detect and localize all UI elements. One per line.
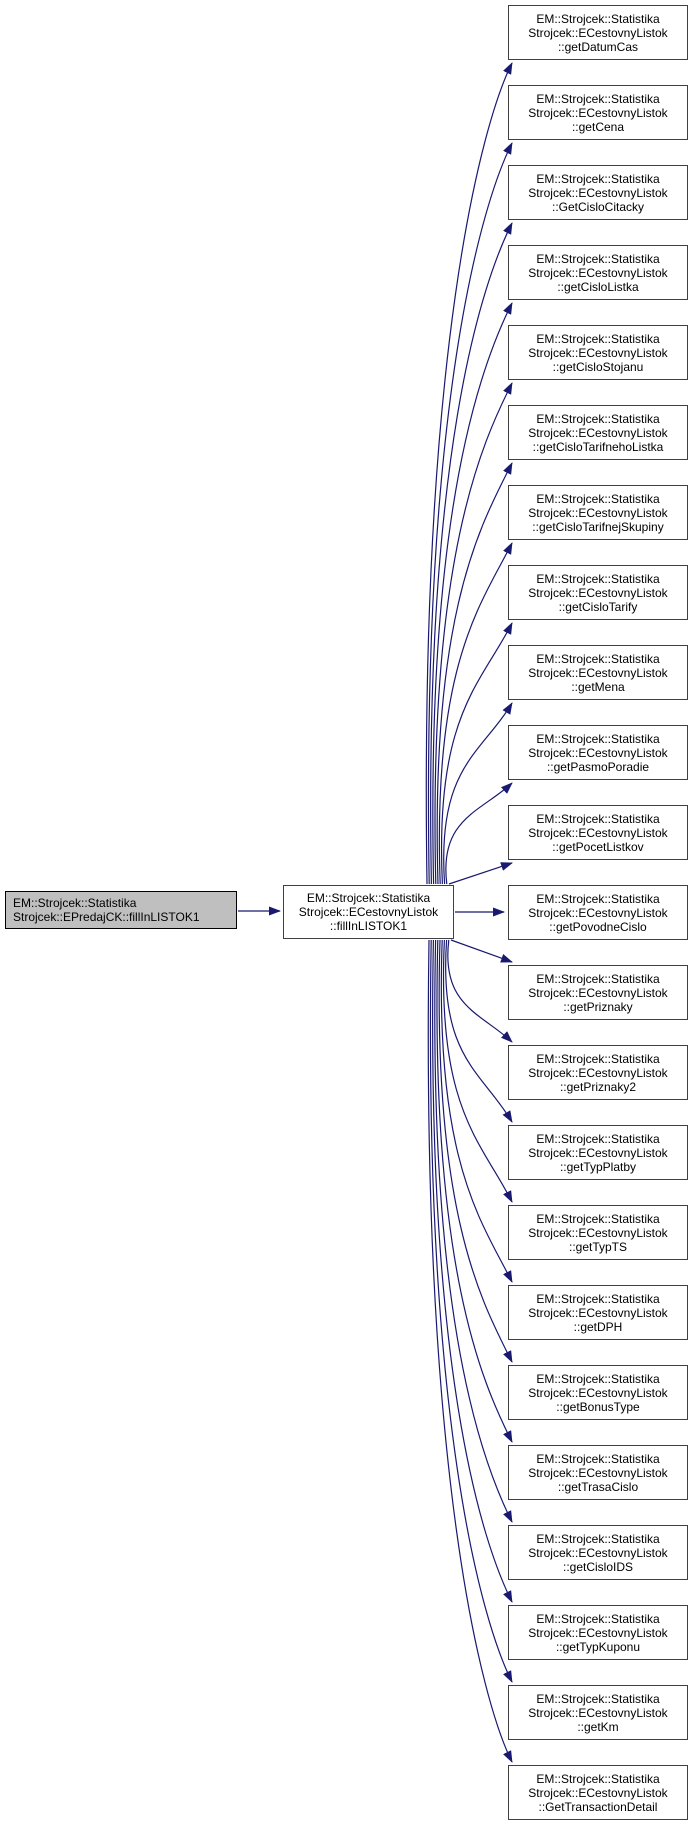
- node-label-line: Strojcek::ECestovnyListok: [528, 1465, 668, 1480]
- node-label-line: ::GetTransactionDetail: [538, 1799, 658, 1814]
- node-label-line: EM::Strojcek::Statistika: [536, 11, 660, 26]
- node-label-line: ::getBonusType: [556, 1399, 640, 1414]
- node-label-line: EM::Strojcek::Statistika: [536, 1051, 660, 1066]
- graph-node-getCisloTarifnehoListka[interactable]: [508, 405, 688, 460]
- node-label-line: Strojcek::ECestovnyListok: [528, 265, 668, 280]
- node-label-line: EM::Strojcek::Statistika: [536, 331, 660, 346]
- node-label-line: Strojcek::ECestovnyListok: [528, 905, 668, 920]
- graph-node-getKm[interactable]: [508, 1685, 688, 1740]
- node-label-line: EM::Strojcek::Statistika: [536, 811, 660, 826]
- graph-node-getBonusType[interactable]: [508, 1365, 688, 1420]
- node-label-line: Strojcek::ECestovnyListok: [528, 1065, 668, 1080]
- node-label-line: Strojcek::ECestovnyListok: [298, 905, 439, 919]
- graph-node-center-fillInLISTOK1[interactable]: [283, 885, 454, 939]
- call-edge: [437, 463, 512, 884]
- graph-node-getTypTS[interactable]: [508, 1205, 688, 1260]
- graph-node-getDatumCas[interactable]: [508, 5, 688, 60]
- node-label-line: ::getTypPlatby: [559, 1159, 637, 1174]
- call-edge: [439, 940, 512, 1362]
- node-label-line: Strojcek::ECestovnyListok: [528, 985, 668, 1000]
- node-label-line: Strojcek::ECestovnyListok: [528, 1785, 668, 1800]
- graph-node-getCisloTarifnejSkupiny[interactable]: [508, 485, 688, 540]
- node-label-line: ::getTypKuponu: [555, 1639, 641, 1654]
- node-label-line: Strojcek::ECestovnyListok: [528, 665, 668, 680]
- node-label-line: ::getDPH: [573, 1319, 623, 1334]
- graph-node-source-fillInLISTOK1: [5, 891, 237, 929]
- call-edge: [449, 863, 512, 884]
- node-label-line: EM::Strojcek::Statistika: [536, 651, 660, 666]
- graph-node-getTrasaCislo[interactable]: [508, 1445, 688, 1500]
- call-edge: [435, 383, 512, 884]
- node-label-line: ::getCena: [571, 119, 625, 134]
- node-label-line: EM::Strojcek::Statistika: [536, 1691, 660, 1706]
- graph-node-getPovodneCislo[interactable]: [508, 885, 688, 940]
- graph-node-getCisloListka[interactable]: [508, 245, 688, 300]
- node-label-line: ::getCisloTarifnejSkupiny: [532, 519, 664, 534]
- graph-node-GetCisloCitacky[interactable]: [508, 165, 688, 220]
- node-label-line: EM::Strojcek::Statistika: [536, 1291, 660, 1306]
- node-label-line: EM::Strojcek::Statistika: [536, 251, 660, 266]
- call-edge: [446, 783, 512, 884]
- call-edge: [442, 623, 512, 884]
- node-label-line: Strojcek::ECestovnyListok: [528, 1705, 668, 1720]
- call-edge: [437, 940, 512, 1442]
- node-label-line: EM::Strojcek::Statistika: [536, 731, 660, 746]
- node-label-line: EM::Strojcek::Statistika: [536, 1771, 660, 1786]
- graph-node-getCisloStojanu[interactable]: [508, 325, 688, 380]
- node-label-line: Strojcek::ECestovnyListok: [528, 1625, 668, 1640]
- node-label-line: Strojcek::ECestovnyListok: [528, 825, 668, 840]
- node-label-line: EM::Strojcek::Statistika: [13, 896, 137, 910]
- node-label-line: Strojcek::ECestovnyListok: [528, 505, 668, 520]
- node-label-line: Strojcek::ECestovnyListok: [528, 1145, 668, 1160]
- call-edge: [439, 543, 512, 884]
- node-label-line: ::getCisloIDS: [562, 1559, 634, 1574]
- node-label-line: ::getDatumCas: [557, 39, 639, 54]
- node-label-line: EM::Strojcek::Statistika: [306, 891, 431, 905]
- node-label-line: ::getCisloTarify: [558, 599, 638, 614]
- node-label-line: ::getTypTS: [568, 1239, 628, 1254]
- node-label-line: EM::Strojcek::Statistika: [536, 411, 660, 426]
- node-label-line: Strojcek::ECestovnyListok: [528, 1545, 668, 1560]
- graph-node-getCisloIDS[interactable]: [508, 1525, 688, 1580]
- node-label-line: Strojcek::ECestovnyListok: [528, 1225, 668, 1240]
- node-label-line: EM::Strojcek::Statistika: [536, 571, 660, 586]
- call-edge: [451, 940, 512, 962]
- node-label-line: EM::Strojcek::Statistika: [536, 1611, 660, 1626]
- node-label-line: EM::Strojcek::Statistika: [536, 1131, 660, 1146]
- node-label-line: EM::Strojcek::Statistika: [536, 1371, 660, 1386]
- call-edge: [430, 940, 512, 1682]
- node-label-line: Strojcek::ECestovnyListok: [528, 345, 668, 360]
- graph-node-getDPH[interactable]: [508, 1285, 688, 1340]
- node-label-line: EM::Strojcek::Statistika: [536, 1211, 660, 1226]
- call-edge: [443, 940, 512, 1202]
- node-label-line: ::getCisloTarifnehoListka: [532, 439, 664, 454]
- node-label-line: EM::Strojcek::Statistika: [536, 1531, 660, 1546]
- graph-node-getCena[interactable]: [508, 85, 688, 140]
- graph-node-GetTransactionDetail[interactable]: [508, 1765, 688, 1820]
- node-label-line: ::getKm: [577, 1719, 619, 1734]
- graph-node-getPriznaky2[interactable]: [508, 1045, 688, 1100]
- node-label-line: Strojcek::EPredajCK::fillInLISTOK1: [13, 910, 200, 924]
- node-label-line: ::GetCisloCitacky: [551, 199, 645, 214]
- node-label-line: Strojcek::ECestovnyListok: [528, 185, 668, 200]
- node-label-line: ::getMena: [571, 679, 625, 694]
- node-label-line: Strojcek::ECestovnyListok: [528, 425, 668, 440]
- graph-node-getCisloTarify[interactable]: [508, 565, 688, 620]
- node-label-line: ::getCisloStojanu: [552, 359, 644, 374]
- node-label-line: EM::Strojcek::Statistika: [536, 491, 660, 506]
- node-label-line: ::getPocetListkov: [552, 839, 644, 854]
- node-label-line: Strojcek::ECestovnyListok: [528, 105, 668, 120]
- node-label-line: EM::Strojcek::Statistika: [536, 171, 660, 186]
- graph-node-getMena[interactable]: [508, 645, 688, 700]
- graph-node-getTypPlatby[interactable]: [508, 1125, 688, 1180]
- node-label-line: ::getPriznaky: [563, 999, 633, 1014]
- node-label-line: ::fillInLISTOK1: [329, 919, 408, 933]
- call-edge: [441, 940, 512, 1282]
- call-edge: [448, 940, 512, 1042]
- node-label-line: Strojcek::ECestovnyListok: [528, 25, 668, 40]
- call-edge: [446, 940, 512, 1122]
- graph-node-getPasmoPoradie[interactable]: [508, 725, 688, 780]
- node-label-line: Strojcek::ECestovnyListok: [528, 745, 668, 760]
- node-label-line: Strojcek::ECestovnyListok: [528, 1385, 668, 1400]
- node-label-line: ::getPriznaky2: [559, 1079, 637, 1094]
- graph-node-getPriznaky[interactable]: [508, 965, 688, 1020]
- node-label-line: ::getPasmoPoradie: [546, 759, 650, 774]
- graph-node-getTypKuponu[interactable]: [508, 1605, 688, 1660]
- node-label-line: EM::Strojcek::Statistika: [536, 1451, 660, 1466]
- node-label-line: ::getPovodneCislo: [549, 919, 647, 934]
- call-edge: [435, 940, 512, 1522]
- node-label-line: ::getTrasaCislo: [557, 1479, 639, 1494]
- node-label-line: Strojcek::ECestovnyListok: [528, 585, 668, 600]
- node-label-line: ::getCisloListka: [557, 279, 639, 294]
- call-edge: [433, 303, 512, 884]
- node-label-line: Strojcek::ECestovnyListok: [528, 1305, 668, 1320]
- node-label-line: EM::Strojcek::Statistika: [536, 91, 660, 106]
- node-label-line: EM::Strojcek::Statistika: [536, 891, 660, 906]
- graph-node-getPocetListkov[interactable]: [508, 805, 688, 860]
- call-edge: [444, 703, 512, 884]
- node-label-line: EM::Strojcek::Statistika: [536, 971, 660, 986]
- call-edge: [431, 223, 512, 884]
